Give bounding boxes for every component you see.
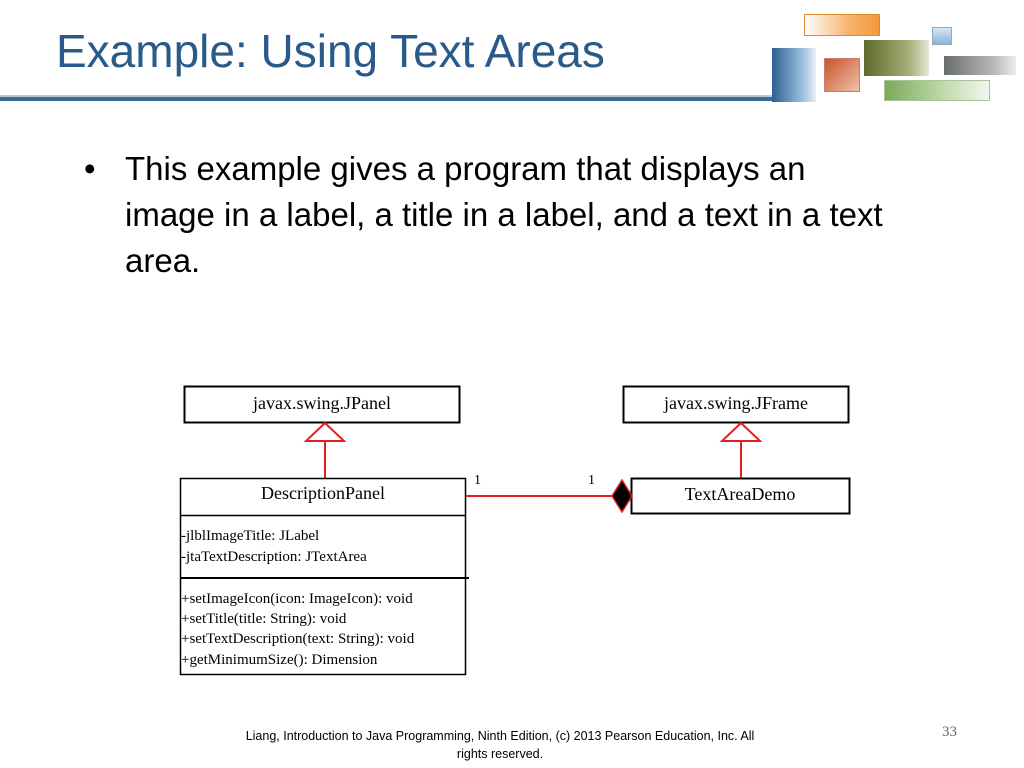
footer-line-1: Liang, Introduction to Java Programming, Ninth Edition, (c) 2013 Pearson Education, Inc. All	[245, 729, 755, 743]
bullet-marker: •	[84, 150, 96, 187]
bullet-text: This example gives a program that displays an image in a label, a title in a label, and a text in a text area.	[125, 150, 883, 279]
multiplicity-right: 1	[588, 473, 595, 488]
inheritance-arrow-panel	[306, 423, 344, 478]
field-item: -jlblImageTitle: JLabel	[181, 528, 320, 544]
inheritance-arrow-frame	[722, 423, 760, 478]
jpanel-class-box	[185, 387, 460, 423]
method-item: +setImageIcon(icon: ImageIcon): void	[181, 591, 413, 607]
description-panel-class-box	[181, 479, 470, 675]
footer-line-2: rights reserved.	[456, 747, 544, 761]
jpanel-class-name: javax.swing.JPanel	[253, 393, 391, 413]
description-panel-class-name: DescriptionPanel	[261, 483, 385, 503]
text-area-demo-class-box	[632, 479, 850, 514]
jframe-class-box	[624, 387, 849, 423]
method-item: +setTitle(title: String): void	[181, 611, 347, 627]
page-number: 33	[942, 724, 957, 740]
multiplicity-left: 1	[474, 473, 481, 488]
method-item: +getMinimumSize(): Dimension	[181, 652, 378, 668]
text-area-demo-class-name: TextAreaDemo	[684, 484, 796, 504]
method-item: +setTextDescription(text: String): void	[181, 631, 415, 647]
field-item: -jtaTextDescription: JTextArea	[181, 549, 367, 565]
slide-title: Example: Using Text Areas	[56, 25, 605, 77]
footer-copyright	[200, 727, 800, 763]
composition-association	[466, 473, 632, 512]
jframe-class-name: javax.swing.JFrame	[664, 393, 808, 413]
